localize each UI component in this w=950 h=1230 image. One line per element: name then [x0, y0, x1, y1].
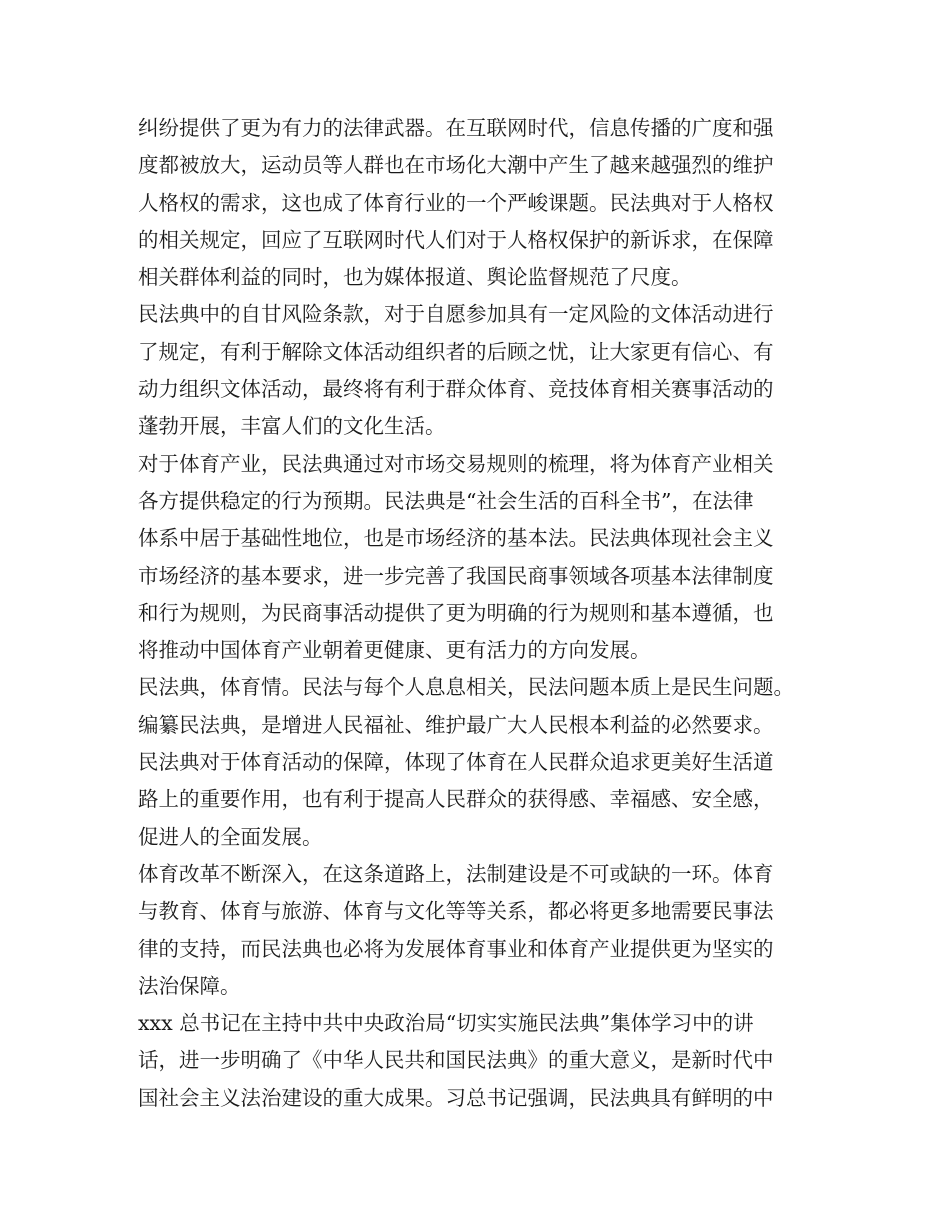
- text-line: 民法典中的自甘风险条款，对于自愿参加具有一定风险的文体活动进行: [138, 302, 774, 327]
- text-line: 促进人的全面发展。: [138, 824, 323, 849]
- text-line: 对于体育产业，民法典通过对市场交易规则的梳理，将为体育产业相关: [138, 451, 774, 476]
- paragraph: [138, 446, 818, 670]
- text-line: 编纂民法典，是增进人民福祉、维护最广大人民根本利益的必然要求。: [138, 712, 774, 737]
- text-line: 话，进一步明确了《中华人民共和国民法典》的重大意义，是新时代中: [138, 1048, 774, 1073]
- text-line: 体育改革不断深入，在这条道路上，法制建设是不可或缺的一环。体育: [138, 861, 774, 886]
- text-line: 的相关规定，回应了互联网时代人们对于人格权保护的新诉求，在保障: [138, 227, 774, 252]
- text-line: 相关群体利益的同时，也为媒体报道、舆论监督规范了尺度。: [138, 265, 692, 290]
- paragraph: [138, 1005, 818, 1117]
- text-line: 动力组织文体活动，最终将有利于群众体育、竞技体育相关赛事活动的: [138, 377, 774, 402]
- paragraph: [138, 669, 818, 855]
- text-line: 纠纷提供了更为有力的法律武器。在互联网时代，信息传播的广度和强: [138, 116, 774, 140]
- paragraph: [138, 856, 818, 1005]
- text-line: 路上的重要作用，也有利于提高人民群众的获得感、幸福感、安全感，: [138, 787, 774, 812]
- text-line: 律的支持，而民法典也必将为发展体育事业和体育产业提供更为坚实的: [138, 936, 774, 961]
- paragraph: [138, 110, 818, 296]
- text-line: 法治保障。: [138, 973, 241, 998]
- text-line: 将推动中国体育产业朝着更健康、更有活力的方向发展。: [138, 638, 651, 663]
- text-line: xxx 总书记在主持中共中央政治局“切实实施民法典”集体学习中的讲: [138, 1011, 754, 1036]
- text-line: 和行为规则，为民商事活动提供了更为明确的行为规则和基本遵循，也: [138, 600, 774, 625]
- text-line: 民法典，体育情。民法与每个人息息相关，民法问题本质上是民生问题。: [138, 675, 794, 700]
- text-line: 民法典对于体育活动的保障，体现了体育在人民群众追求更美好生活道: [138, 750, 774, 775]
- text-line: 蓬勃开展，丰富人们的文化生活。: [138, 414, 446, 439]
- document-body: [138, 110, 818, 1117]
- text-line: 人格权的需求，这也成了体育行业的一个严峻课题。民法典对于人格权: [138, 190, 774, 215]
- text-line: 各方提供稳定的行为预期。民法典是“社会生活的百科全书”，在法律: [138, 488, 754, 513]
- text-line: 了规定，有利于解除文体活动组织者的后顾之忧，让大家更有信心、有: [138, 339, 774, 364]
- text-line: 与教育、体育与旅游、体育与文化等等关系，都必将更多地需要民事法: [138, 899, 774, 924]
- paragraph: [138, 296, 818, 445]
- text-line: 国社会主义法治建设的重大成果。习总书记强调，民法典具有鲜明的中: [138, 1085, 774, 1110]
- text-line: 度都被放大，运动员等人群也在市场化大潮中产生了越来越强烈的维护: [138, 153, 774, 178]
- text-line: 体系中居于基础性地位，也是市场经济的基本法。民法典体现社会主义: [138, 526, 774, 551]
- text-line: 市场经济的基本要求，进一步完善了我国民商事领域各项基本法律制度: [138, 563, 774, 588]
